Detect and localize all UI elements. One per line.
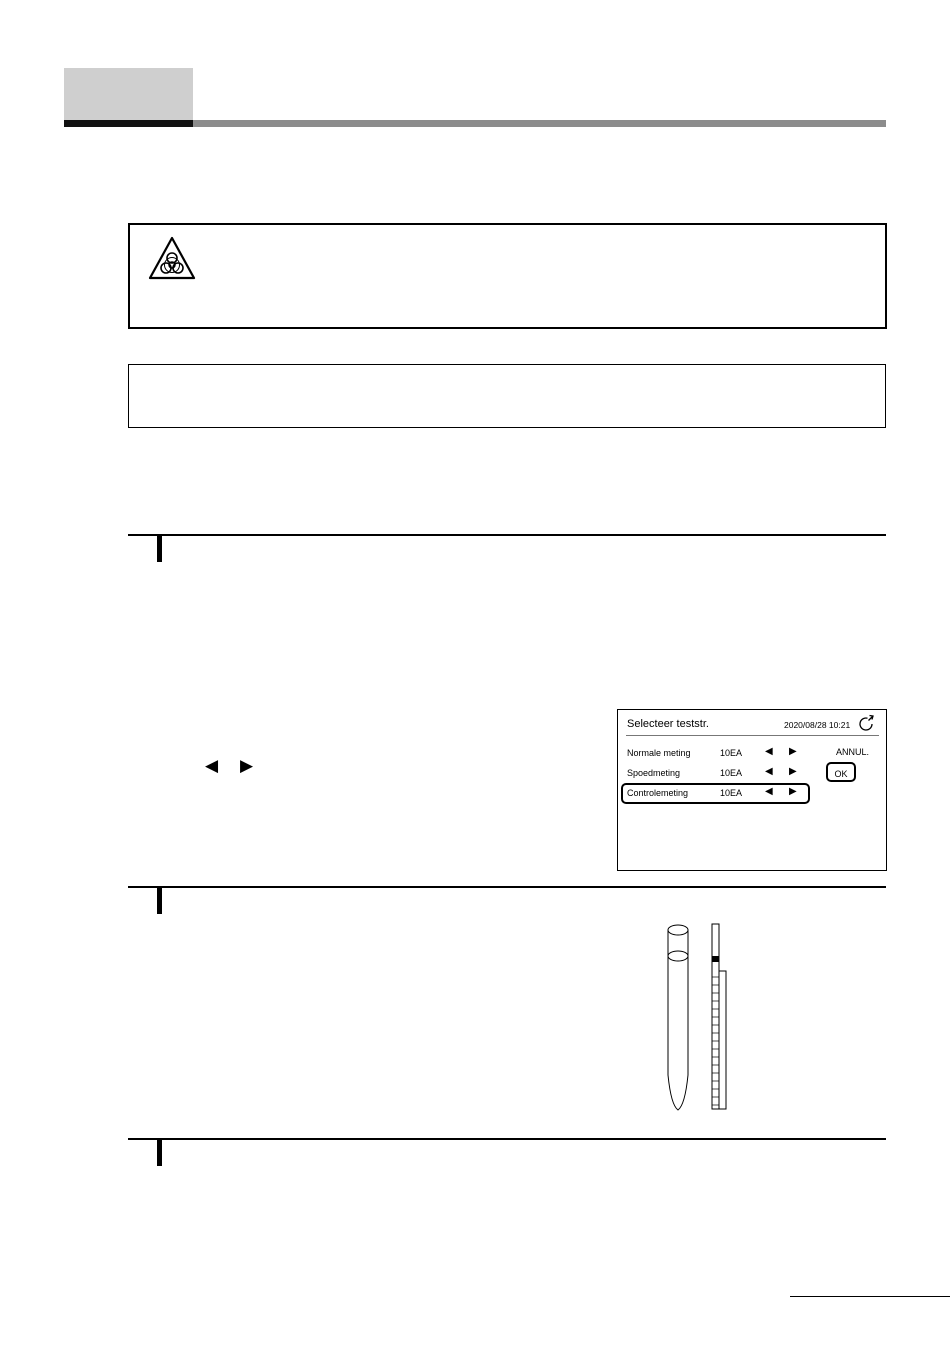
row-label-normale-meting[interactable]: Normale meting	[627, 748, 691, 758]
left-arrow-icon[interactable]: ◀	[765, 786, 773, 797]
row-count: 10EA	[720, 748, 743, 758]
biohazard-warning-icon	[148, 236, 196, 280]
header-rule-dark	[64, 120, 193, 127]
screen-title-rule	[626, 735, 879, 736]
right-arrow-icon[interactable]: ▶	[789, 746, 797, 757]
right-arrow-icon[interactable]: ▶	[789, 786, 797, 797]
section-rule-1	[128, 534, 886, 536]
section-rule-2	[128, 886, 886, 888]
right-arrow-icon[interactable]: ▶	[789, 766, 797, 777]
note-box	[128, 364, 886, 428]
cancel-button[interactable]: ANNUL.	[836, 747, 870, 757]
left-arrow-icon[interactable]: ◀	[765, 746, 773, 757]
device-screen	[617, 709, 887, 871]
row-label-controlemeting[interactable]: Controlemeting	[627, 788, 689, 798]
power-icon[interactable]	[857, 714, 875, 732]
row-count: 10EA	[720, 768, 743, 778]
test-strip-icon	[712, 924, 726, 1109]
header-rule	[193, 120, 886, 127]
left-arrow-icon[interactable]: ◀	[765, 766, 773, 777]
row-count: 10EA	[720, 788, 743, 798]
section-mark-2	[157, 888, 162, 914]
biohazard-warning-box	[128, 223, 887, 329]
right-arrow-icon: ▶	[240, 756, 254, 775]
section-mark-3	[157, 1140, 162, 1166]
left-arrow-icon: ◀	[205, 756, 219, 775]
section-rule-3	[128, 1138, 886, 1140]
chapter-tab	[64, 68, 193, 120]
screen-title: Selecteer teststr.	[627, 718, 709, 730]
footer-rule	[790, 1296, 950, 1297]
section-mark-1	[157, 536, 162, 562]
ok-button[interactable]: OK	[826, 762, 856, 782]
screen-datetime: 2020/08/28 10:21	[784, 720, 851, 730]
test-tube-icon	[655, 915, 745, 1115]
row-label-spoedmeting[interactable]: Spoedmeting	[627, 768, 681, 778]
